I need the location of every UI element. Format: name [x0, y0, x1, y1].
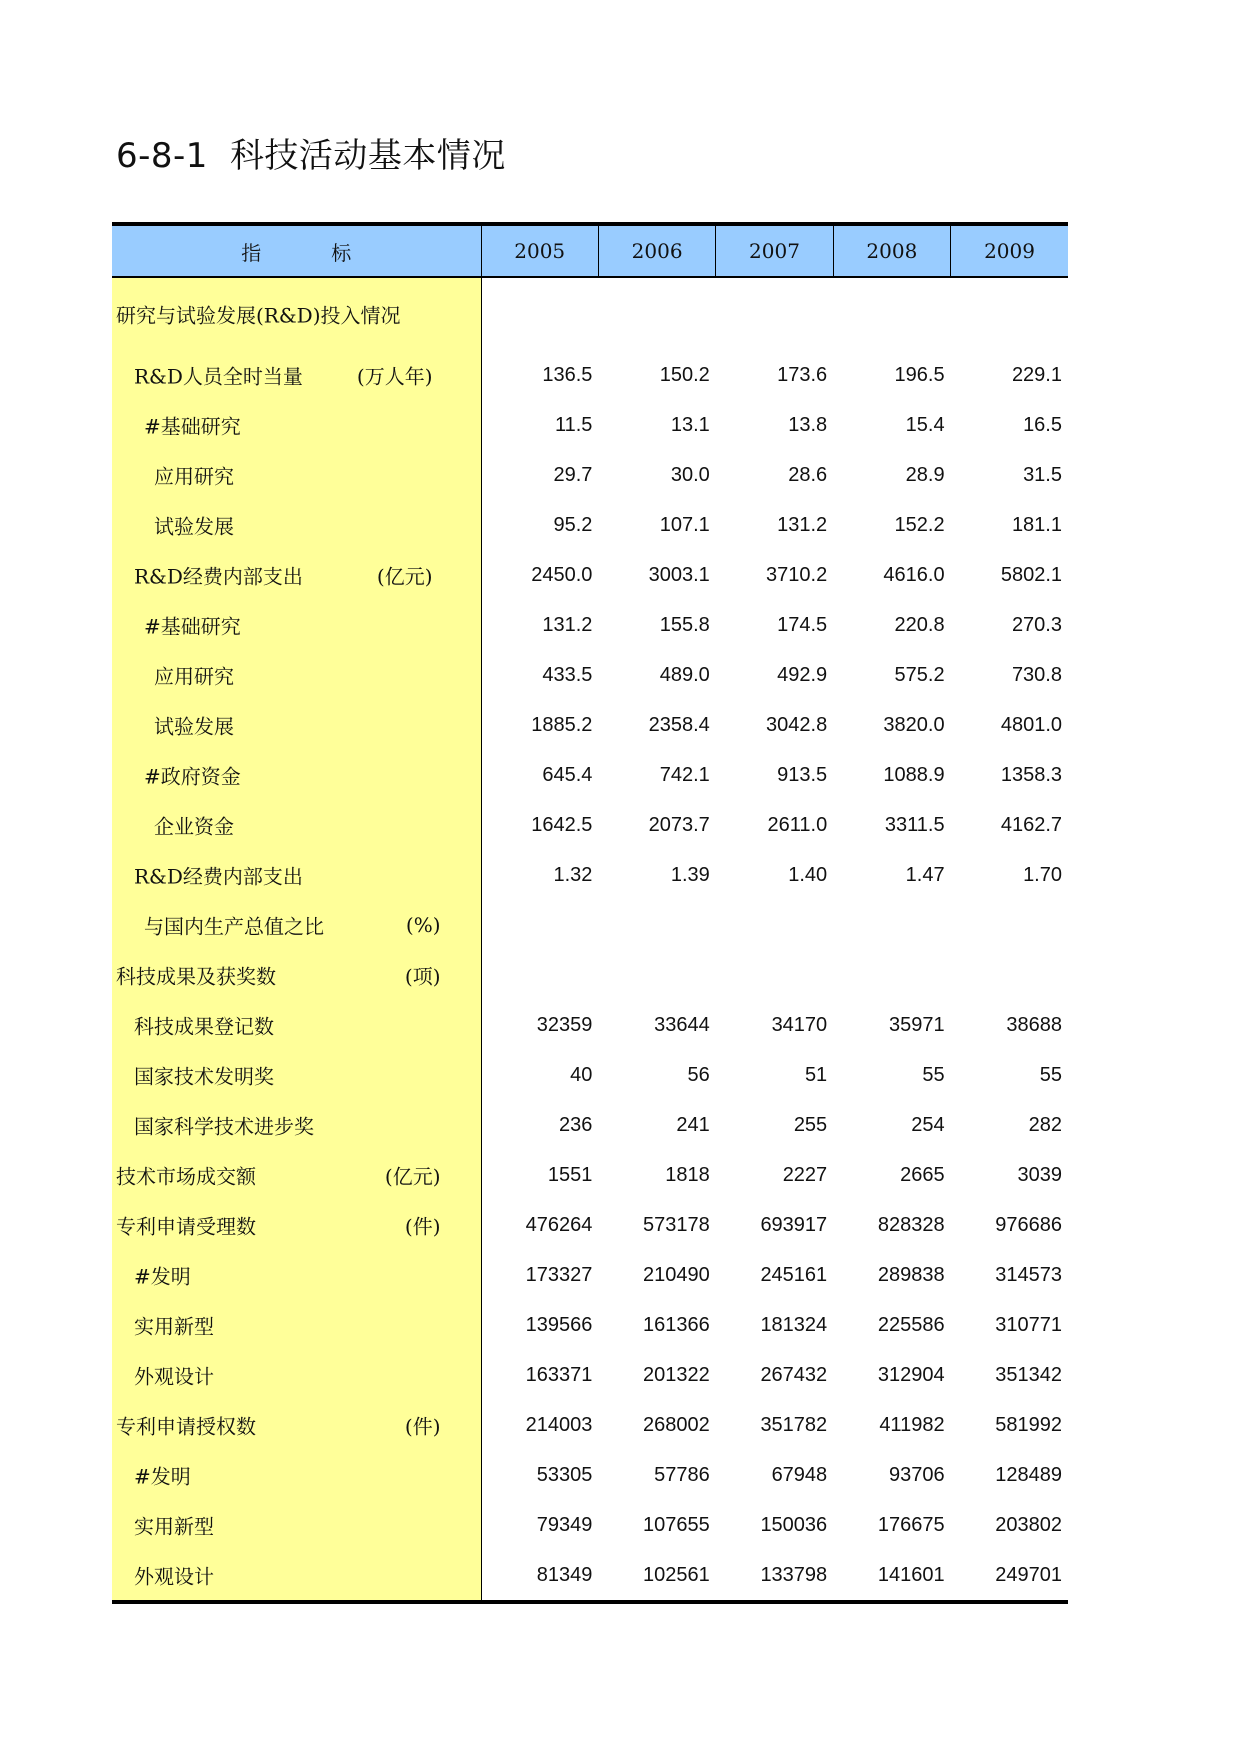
table-row: [112, 600, 1068, 650]
row-label: 专利申请授权数: [116, 1414, 256, 1439]
value-cell: 139566: [525, 1313, 593, 1336]
value-cell: 3710.2: [766, 563, 828, 586]
row-label-cell: [112, 700, 481, 750]
value-cell: 29.7: [553, 463, 593, 486]
value-cell: 730.8: [1011, 663, 1062, 686]
value-cell: [951, 950, 1068, 1000]
value-cell: 40: [570, 1063, 593, 1086]
value-cell: 181324: [760, 1313, 828, 1336]
table-row: [112, 750, 1068, 800]
table-row: [112, 650, 1068, 700]
table-row: [112, 450, 1068, 500]
row-label-cell: [112, 350, 481, 400]
table-body: [112, 277, 1068, 1602]
value-cell: 15.4: [905, 413, 945, 436]
value-cell: 270.3: [1011, 613, 1062, 636]
row-label: 实用新型: [134, 1514, 214, 1539]
row-label: 实用新型: [134, 1314, 214, 1339]
row-unit: (亿元): [384, 1164, 441, 1189]
value-cell: 107.1: [659, 513, 710, 536]
row-label-cell: [112, 1250, 481, 1300]
row-label: 企业资金: [154, 814, 234, 839]
value-cell: 2611.0: [767, 813, 828, 836]
value-cell: 249701: [951, 1550, 1068, 1602]
value-cell: [481, 277, 598, 350]
value-cell: 2665: [900, 1163, 945, 1186]
value-cell: 282: [1028, 1113, 1062, 1136]
value-cell: 32359: [536, 1013, 593, 1036]
value-cell: 645.4: [542, 763, 593, 786]
row-label: 与国内生产总值之比: [144, 914, 324, 939]
value-cell: [716, 950, 833, 1000]
value-cell: 255: [793, 1113, 828, 1136]
value-cell: 152.2: [894, 513, 945, 536]
value-cell: 268002: [643, 1413, 710, 1436]
value-cell: [598, 277, 715, 350]
row-label-cell: [112, 900, 481, 950]
row-label-cell: [112, 1450, 481, 1500]
value-cell: 2073.7: [648, 813, 710, 836]
row-label: 科技成果登记数: [134, 1014, 274, 1039]
value-cell: 245161: [760, 1263, 828, 1286]
value-cell: 1358.3: [1000, 763, 1062, 786]
row-label-cell: [112, 550, 481, 600]
row-unit: (项): [404, 964, 441, 989]
value-cell: 351782: [760, 1413, 828, 1436]
value-cell: 1088.9: [883, 763, 945, 786]
value-cell: 976686: [995, 1213, 1062, 1236]
row-unit: (%): [405, 913, 441, 937]
value-cell: 150036: [760, 1513, 828, 1536]
value-cell: 53305: [536, 1463, 593, 1486]
value-cell: 1.40: [788, 863, 828, 886]
value-cell: 13.8: [788, 413, 828, 436]
row-label: 国家科学技术进步奖: [134, 1114, 314, 1139]
value-cell: 3311.5: [884, 813, 945, 836]
table-row: [112, 550, 1068, 600]
row-label-cell: [112, 1300, 481, 1350]
value-cell: 34170: [771, 1013, 828, 1036]
value-cell: 28.9: [905, 463, 945, 486]
row-label-cell: [112, 1550, 481, 1602]
table-title: 科技活动基本情况: [229, 136, 506, 176]
indicator-header-char: 标: [331, 240, 352, 265]
row-label-cell: [112, 950, 481, 1000]
value-cell: 150.2: [659, 363, 710, 386]
value-cell: 93706: [888, 1463, 945, 1486]
table-row: [112, 1400, 1068, 1450]
row-label-cell: [112, 1150, 481, 1200]
value-cell: 57786: [654, 1463, 710, 1486]
row-unit: (件): [404, 1414, 441, 1439]
row-unit: (件): [404, 1214, 441, 1239]
row-label: 应用研究: [154, 664, 234, 689]
value-cell: 411982: [879, 1413, 945, 1436]
value-cell: 161366: [643, 1313, 710, 1336]
table-row: [112, 1200, 1068, 1250]
row-label: 研究与试验发展(R&D)投入情况: [116, 303, 401, 328]
value-cell: 35971: [888, 1013, 945, 1036]
row-label: #基础研究: [144, 414, 241, 439]
value-cell: 31.5: [1023, 463, 1062, 486]
value-cell: 131.2: [777, 513, 828, 536]
row-label-cell: [112, 277, 481, 350]
value-cell: [833, 950, 950, 1000]
value-cell: 174.5: [777, 613, 828, 636]
value-cell: 55: [1039, 1063, 1062, 1086]
value-cell: 1885.2: [531, 713, 593, 736]
row-label: #发明: [134, 1464, 191, 1489]
value-cell: 5802.1: [1000, 563, 1062, 586]
value-cell: 913.5: [777, 763, 828, 786]
value-cell: 433.5: [542, 663, 593, 686]
value-cell: 128489: [995, 1463, 1062, 1486]
value-cell: [951, 277, 1068, 350]
row-label: 应用研究: [154, 464, 234, 489]
value-cell: 225586: [877, 1313, 945, 1336]
value-cell: [716, 277, 833, 350]
table-row: [112, 700, 1068, 750]
row-label: #政府资金: [144, 764, 241, 789]
row-label-cell: [112, 1000, 481, 1050]
table-row: [112, 1000, 1068, 1050]
year-header: 2008: [833, 224, 950, 277]
value-cell: 489.0: [659, 663, 710, 686]
value-cell: 1.47: [905, 863, 945, 886]
value-cell: 2450.0: [531, 563, 593, 586]
row-label: R&D人员全时当量: [134, 364, 303, 389]
value-cell: [716, 900, 833, 950]
value-cell: 1818: [665, 1163, 710, 1186]
header-row: [112, 224, 1068, 277]
value-cell: 312904: [877, 1363, 945, 1386]
row-label: R&D经费内部支出: [134, 864, 303, 889]
value-cell: 201322: [643, 1363, 710, 1386]
table-row: [112, 1150, 1068, 1200]
row-unit: (万人年): [356, 364, 433, 389]
value-cell: 13.1: [670, 413, 710, 436]
value-cell: [833, 277, 950, 350]
value-cell: 141601: [833, 1550, 950, 1602]
row-label: #发明: [134, 1264, 191, 1289]
table-row: [112, 350, 1068, 400]
table-row: [112, 1100, 1068, 1150]
value-cell: 742.1: [659, 763, 710, 786]
table-row: [112, 850, 1068, 900]
value-cell: 210490: [643, 1263, 710, 1286]
value-cell: 310771: [995, 1313, 1062, 1336]
row-label: 技术市场成交额: [116, 1164, 256, 1189]
value-cell: 28.6: [788, 463, 828, 486]
indicator-header-char: 指: [241, 240, 262, 265]
value-cell: 55: [922, 1063, 945, 1086]
value-cell: 11.5: [554, 413, 593, 436]
value-cell: 38688: [1006, 1013, 1062, 1036]
table-row: [112, 1300, 1068, 1350]
row-label-cell: [112, 400, 481, 450]
value-cell: 107655: [643, 1513, 710, 1536]
value-cell: 214003: [525, 1413, 593, 1436]
row-label-cell: [112, 1400, 481, 1450]
table-row: [112, 1550, 1068, 1602]
row-unit: (亿元): [376, 564, 433, 589]
value-cell: [598, 950, 715, 1000]
value-cell: 351342: [995, 1363, 1062, 1386]
value-cell: 67948: [771, 1463, 828, 1486]
year-header: 2006: [598, 224, 715, 277]
value-cell: 4162.7: [1000, 813, 1062, 836]
value-cell: 33644: [654, 1013, 710, 1036]
value-cell: 2358.4: [648, 713, 710, 736]
table-row: [112, 800, 1068, 850]
value-cell: 3039: [1017, 1163, 1062, 1186]
value-cell: 136.5: [542, 363, 593, 386]
row-label: 试验发展: [154, 514, 234, 539]
table-row: [112, 277, 1068, 350]
row-label: #基础研究: [144, 614, 241, 639]
table-row: [112, 1350, 1068, 1400]
value-cell: 51: [804, 1063, 828, 1086]
row-label: 国家技术发明奖: [134, 1064, 274, 1089]
value-cell: 102561: [598, 1550, 715, 1602]
value-cell: 81349: [481, 1550, 598, 1602]
row-label-cell: [112, 600, 481, 650]
value-cell: 693917: [760, 1213, 828, 1236]
value-cell: 176675: [877, 1513, 945, 1536]
value-cell: 203802: [995, 1513, 1062, 1536]
value-cell: 56: [687, 1063, 710, 1086]
statistics-table: [112, 222, 1068, 1604]
row-label-cell: [112, 1200, 481, 1250]
value-cell: 4801.0: [1000, 713, 1062, 736]
value-cell: 828328: [877, 1213, 945, 1236]
value-cell: [833, 900, 950, 950]
year-header: 2005: [481, 224, 598, 277]
value-cell: 289838: [877, 1263, 945, 1286]
value-cell: 314573: [995, 1263, 1062, 1286]
value-cell: 181.1: [1011, 513, 1062, 536]
value-cell: [481, 950, 598, 1000]
row-label-cell: [112, 800, 481, 850]
value-cell: [481, 900, 598, 950]
row-label-cell: [112, 750, 481, 800]
value-cell: 267432: [760, 1363, 828, 1386]
value-cell: 95.2: [553, 513, 593, 536]
value-cell: 229.1: [1011, 363, 1062, 386]
indicator-header: [112, 224, 481, 277]
row-label-cell: [112, 1350, 481, 1400]
row-label: 专利申请受理数: [116, 1214, 256, 1239]
value-cell: 236: [559, 1113, 593, 1136]
value-cell: 581992: [995, 1413, 1062, 1436]
table-number: 6-8-1: [116, 136, 208, 176]
row-label: R&D经费内部支出: [134, 564, 303, 589]
table-row: [112, 1250, 1068, 1300]
value-cell: 1551: [547, 1163, 593, 1186]
row-label: 外观设计: [134, 1564, 214, 1589]
row-label-cell: [112, 1500, 481, 1550]
table-row: [112, 1500, 1068, 1550]
value-cell: 573178: [643, 1213, 710, 1236]
row-label-cell: [112, 850, 481, 900]
value-cell: 163371: [525, 1363, 593, 1386]
value-cell: 173.6: [777, 363, 828, 386]
value-cell: [951, 900, 1068, 950]
year-header: 2009: [951, 224, 1068, 277]
value-cell: 492.9: [777, 663, 828, 686]
row-label: 外观设计: [134, 1364, 214, 1389]
table-row: [112, 950, 1068, 1000]
row-label: 科技成果及获奖数: [116, 964, 276, 989]
value-cell: 196.5: [894, 363, 945, 386]
value-cell: 79349: [536, 1513, 593, 1536]
row-label-cell: [112, 1100, 481, 1150]
year-header: 2007: [716, 224, 833, 277]
table-row: [112, 900, 1068, 950]
value-cell: 173327: [525, 1263, 593, 1286]
value-cell: 220.8: [894, 613, 945, 636]
value-cell: 3820.0: [883, 713, 945, 736]
value-cell: 254: [911, 1113, 945, 1136]
row-label: 试验发展: [154, 714, 234, 739]
row-label-cell: [112, 1050, 481, 1100]
value-cell: 241: [676, 1113, 710, 1136]
value-cell: 476264: [525, 1213, 593, 1236]
row-label-cell: [112, 450, 481, 500]
value-cell: 155.8: [659, 613, 710, 636]
value-cell: 1.39: [670, 863, 710, 886]
value-cell: 4616.0: [883, 563, 945, 586]
value-cell: [598, 900, 715, 950]
page-title: [116, 128, 506, 177]
value-cell: 133798: [716, 1550, 833, 1602]
value-cell: 30.0: [670, 463, 710, 486]
value-cell: 2227: [782, 1163, 828, 1186]
value-cell: 575.2: [894, 663, 945, 686]
table-row: [112, 400, 1068, 450]
value-cell: 3042.8: [766, 713, 828, 736]
row-label-cell: [112, 500, 481, 550]
table-row: [112, 1050, 1068, 1100]
value-cell: 16.5: [1023, 413, 1062, 436]
row-label-cell: [112, 650, 481, 700]
table-row: [112, 1450, 1068, 1500]
value-cell: 1.32: [553, 863, 593, 886]
table-row: [112, 500, 1068, 550]
value-cell: 131.2: [542, 613, 593, 636]
value-cell: 1642.5: [531, 813, 593, 836]
value-cell: 1.70: [1023, 863, 1062, 886]
value-cell: 3003.1: [648, 563, 710, 586]
